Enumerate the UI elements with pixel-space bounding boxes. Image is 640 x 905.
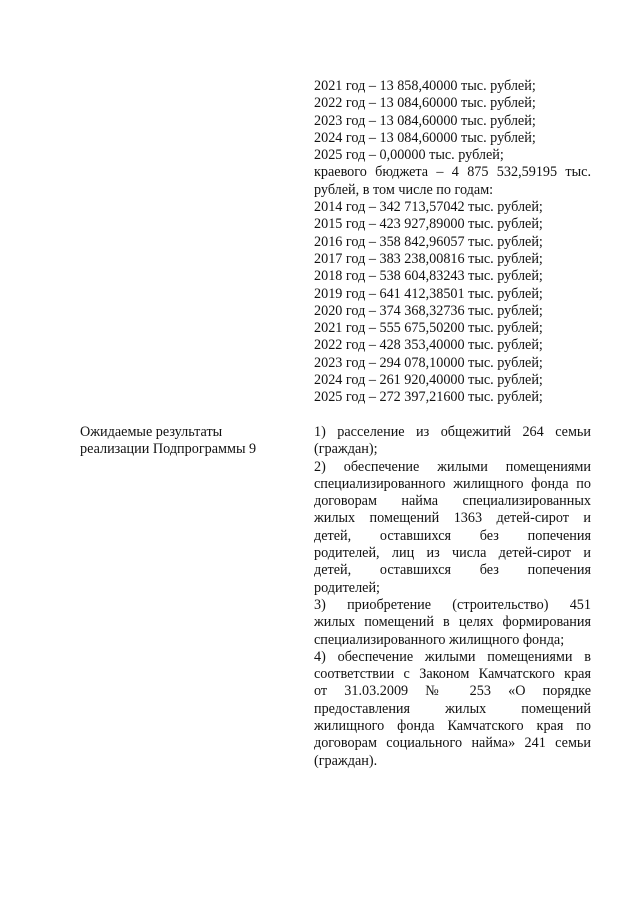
results-line: (граждан); (314, 441, 378, 458)
results-line: родителей; (314, 579, 380, 596)
results-line: жилищного фонда Камчатского края по (314, 718, 591, 735)
results-line: договорам социального найма» 241 семьи (314, 735, 591, 752)
results-label-line: Ожидаемые результаты (80, 424, 223, 440)
results-line: предоставления жилых помещений (314, 700, 591, 717)
regional-budget-subline: рублей, в том числе по годам: (314, 181, 494, 198)
funding-line: 2020 год – 374 368,32736 тыс. рублей; (314, 302, 543, 319)
results-line: детей, оставшихся без попечения (314, 562, 591, 579)
results-line: специализированного жилищного фонда по (314, 475, 591, 492)
results-label (80, 424, 280, 459)
results-line: договорам найма специализированных (314, 493, 591, 510)
results-block (314, 424, 591, 770)
funding-block (314, 78, 591, 407)
results-line: 4) обеспечение жилыми помещениями в (314, 648, 591, 665)
funding-line: 2025 год – 0,00000 тыс. рублей; (314, 147, 504, 164)
funding-line: 2024 год – 261 920,40000 тыс. рублей; (314, 372, 543, 389)
results-label-line: реализации Подпрограммы 9 (80, 441, 257, 458)
funding-line: 2018 год – 538 604,83243 тыс. рублей; (314, 268, 543, 285)
funding-line: 2021 год – 555 675,50200 тыс. рублей; (314, 320, 543, 337)
funding-line: 2025 год – 272 397,21600 тыс. рублей; (314, 389, 543, 406)
funding-line: 2019 год – 641 412,38501 тыс. рублей; (314, 285, 543, 302)
results-line: родителей, лиц из числа детей-сирот и (314, 545, 591, 562)
results-line: 1) расселение из общежитий 264 семьи (314, 424, 591, 440)
regional-budget-line: краевого бюджета – 4 875 532,59195 тыс. (314, 164, 591, 181)
results-line: (граждан). (314, 752, 378, 769)
funding-line: 2014 год – 342 713,57042 тыс. рублей; (314, 199, 543, 216)
results-line: от 31.03.2009 № 253 «О порядке (314, 683, 591, 700)
results-line: детей, оставшихся без попечения (314, 527, 591, 544)
results-line: специализированного жилищного фонда; (314, 631, 565, 648)
results-line: соответствии с Законом Камчатского края (314, 666, 591, 683)
funding-line: 2022 год – 13 084,60000 тыс. рублей; (314, 95, 536, 112)
funding-line: 2015 год – 423 927,89000 тыс. рублей; (314, 216, 543, 233)
funding-line: 2023 год – 294 078,10000 тыс. рублей; (314, 354, 543, 371)
funding-line: 2024 год – 13 084,60000 тыс. рублей; (314, 129, 536, 146)
funding-line: 2022 год – 428 353,40000 тыс. рублей; (314, 337, 543, 354)
results-line: жилых помещений 1363 детей-сирот и (314, 510, 591, 527)
funding-line: 2023 год – 13 084,60000 тыс. рублей; (314, 112, 536, 129)
funding-line: 2017 год – 383 238,00816 тыс. рублей; (314, 250, 543, 267)
results-line: жилых помещений в целях формирования (314, 614, 591, 631)
funding-line: 2016 год – 358 842,96057 тыс. рублей; (314, 233, 543, 250)
results-line: 3) приобретение (строительство) 451 (314, 596, 591, 613)
funding-line: 2021 год – 13 858,40000 тыс. рублей; (314, 78, 536, 94)
results-line: 2) обеспечение жилыми помещениями (314, 458, 591, 475)
